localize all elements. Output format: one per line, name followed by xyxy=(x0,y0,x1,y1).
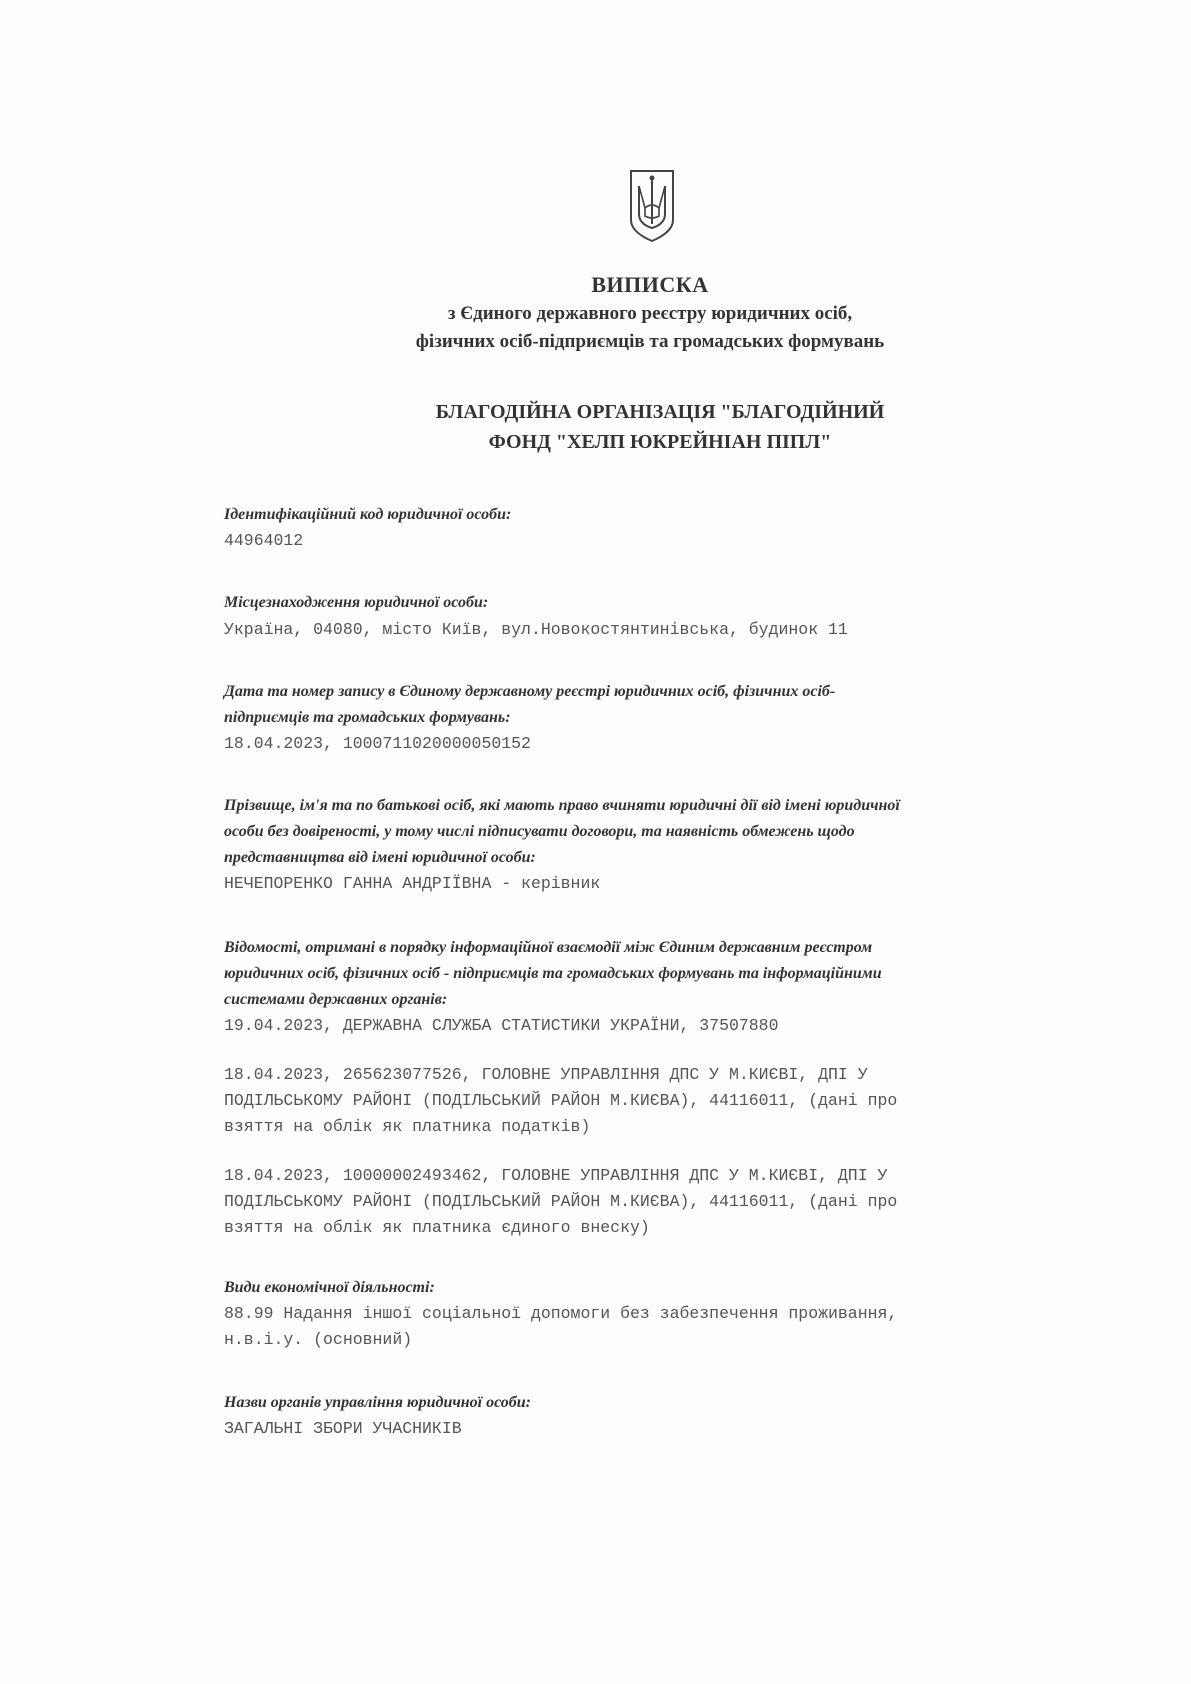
information-entry-2-line3: взяття на облік як платника податків) xyxy=(224,1117,591,1136)
registration-label-line1: Дата та номер запису в Єдиному державному реєстрі юридичних осіб, фізичних осіб- xyxy=(224,683,836,700)
information-label-line1: Відомості, отримані в порядку інформаційної взаємодії між Єдиним державним реєстром xyxy=(224,939,873,956)
information-label-line3: системами державних органів: xyxy=(224,991,448,1008)
representatives-label-line1: Прізвище, ім'я та по батькові осіб, які мають право вчиняти юридичні дії від імені юридичної xyxy=(224,797,900,814)
information-entry-3-line2: ПОДІЛЬСЬКОМУ РАЙОНІ (ПОДІЛЬСЬКИЙ РАЙОН М.КИЄВА), 44116011, (дані про xyxy=(224,1192,898,1211)
representatives-label-line3: представництва від імені юридичної особи: xyxy=(224,849,536,866)
location-label: Місцезнаходження юридичної особи: xyxy=(224,594,489,611)
document-title: ВИПИСКА xyxy=(591,272,709,297)
registration-label-line2: підприємців та громадських формувань: xyxy=(224,709,511,726)
representatives-label-line2: особи без довіреності, у тому числі підписувати договори, та наявність обмежень щодо xyxy=(224,823,855,840)
organization-name-line1: БЛАГОДІЙНА ОРГАНІЗАЦІЯ "БЛАГОДІЙНИЙ xyxy=(435,401,885,423)
coat-of-arms-icon xyxy=(628,168,676,244)
governance-value: ЗАГАЛЬНІ ЗБОРИ УЧАСНИКІВ xyxy=(224,1419,462,1438)
information-entry-3-line3: взяття на облік як платника єдиного внеску) xyxy=(224,1218,650,1237)
id-code-value: 44964012 xyxy=(224,531,304,550)
activities-value-line2: н.в.і.у. (основний) xyxy=(224,1330,413,1349)
activities-label: Види економічної діяльності: xyxy=(224,1279,435,1296)
information-entry-2-line2: ПОДІЛЬСЬКОМУ РАЙОНІ (ПОДІЛЬСЬКИЙ РАЙОН М.КИЄВА), 44116011, (дані про xyxy=(224,1091,898,1110)
location-value: Україна, 04080, місто Київ, вул.Новокостянтинівська, будинок 11 xyxy=(224,620,848,639)
information-label-line2: юридичних осіб, фізичних осіб - підприємців та громадських формувань та інформаційними xyxy=(224,965,882,982)
activities-value-line1: 88.99 Надання іншої соціальної допомоги без забезпечення проживання, xyxy=(224,1304,898,1323)
information-entry-1: 19.04.2023, ДЕРЖАВНА СЛУЖБА СТАТИСТИКИ УКРАЇНИ, 37507880 xyxy=(224,1016,779,1035)
representatives-value: НЕЧЕПОРЕНКО ГАННА АНДРІЇВНА - керівник xyxy=(224,874,601,893)
information-entry-3-line1: 18.04.2023, 10000002493462, ГОЛОВНЕ УПРАВЛІННЯ ДПС У М.КИЄВІ, ДПІ У xyxy=(224,1166,888,1185)
organization-name-line2: ФОНД "ХЕЛП ЮКРЕЙНІАН ПІПЛ" xyxy=(488,431,832,453)
governance-label: Назви органів управління юридичної особи: xyxy=(224,1394,531,1411)
document-subtitle-line1: з Єдиного державного реєстру юридичних осіб, xyxy=(447,303,853,324)
information-entry-2-line1: 18.04.2023, 265623077526, ГОЛОВНЕ УПРАВЛІННЯ ДПС У М.КИЄВІ, ДПІ У xyxy=(224,1065,868,1084)
document-subtitle-line2: фізичних осіб-підприємців та громадських формувань xyxy=(415,331,885,352)
id-code-label: Ідентифікаційний код юридичної особи: xyxy=(224,506,512,523)
registration-value: 18.04.2023, 1000711020000050152 xyxy=(224,734,531,753)
